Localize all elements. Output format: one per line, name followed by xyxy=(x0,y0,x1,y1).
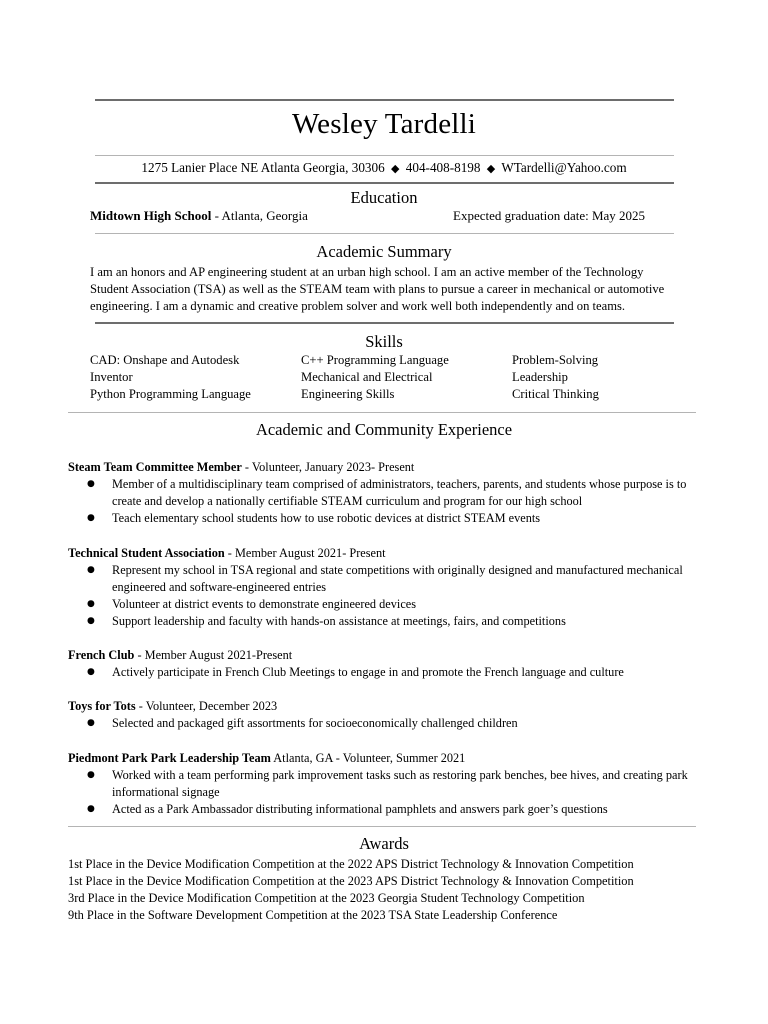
entry-bullets xyxy=(68,767,708,818)
top-divider xyxy=(95,99,674,101)
skill-item: Leadership xyxy=(512,370,568,384)
name-divider xyxy=(95,155,674,156)
experience-heading: Academic and Community Experience xyxy=(255,420,513,439)
entry-bullets xyxy=(68,715,708,732)
entry-detail: - Volunteer, January 2023- Present xyxy=(241,460,415,474)
education-divider xyxy=(95,233,674,234)
skills-column xyxy=(301,352,449,403)
bullet-icon: ● xyxy=(87,599,95,609)
experience-entry xyxy=(68,459,708,527)
summary-text: I am an honors and AP engineering student at an urban high school. I am an active member of the Technology Student Association (TSA) as well as the STEAM team with plans to pursue a career in mechanical or automotive engineering. I am a dynamic and creative problem solver and work well both independently and on teams. xyxy=(90,265,665,313)
candidate-name: Wesley Tardelli xyxy=(291,108,477,140)
bullet-item: ● Actively participate in French Club Meetings to engage in and promote the French language and culture xyxy=(87,665,624,679)
skill-item: Problem-Solving xyxy=(512,353,599,367)
skills-divider xyxy=(68,412,696,413)
school-location: - Atlanta, Georgia xyxy=(211,208,308,223)
bullet-item: ● Worked with a team performing park improvement tasks such as restoring park benches, bee hives, and creating park informational signage xyxy=(87,768,688,799)
skills-column xyxy=(512,352,599,403)
phone: 404-408-8198 xyxy=(405,160,481,175)
entry-bullets xyxy=(68,476,708,527)
diamond-icon: ◆ xyxy=(486,162,496,175)
email: WTardelli@Yahoo.com xyxy=(501,160,627,175)
entry-title-line xyxy=(68,698,708,715)
bullet-item: ● Volunteer at district events to demonstrate engineered devices xyxy=(87,597,417,611)
entry-detail: - Member August 2021-Present xyxy=(134,648,293,662)
skill-item: Python Programming Language xyxy=(90,387,251,401)
skill-item: Critical Thinking xyxy=(512,387,599,401)
bullet-item: ● Teach elementary school students how to use robotic devices at district STEAM events xyxy=(87,511,541,525)
summary-divider xyxy=(95,322,674,324)
education-row xyxy=(90,208,650,224)
entry-detail: - Volunteer, December 2023 xyxy=(135,699,278,713)
award-item: 9th Place in the Software Development Competition at the 2023 TSA State Leadership Conference xyxy=(68,908,558,922)
award-item: 3rd Place in the Device Modification Competition at the 2023 Georgia Student Technology Competition xyxy=(68,891,585,905)
contact-line xyxy=(0,160,768,176)
bullet-item: ● Represent my school in TSA regional and state competitions with originally designed and manufactured mechanical engineered and software-engineered entries xyxy=(87,563,683,594)
bullet-icon: ● xyxy=(87,616,95,626)
entry-detail: - Member August 2021- Present xyxy=(224,546,386,560)
skill-item: CAD: Onshape and Autodesk xyxy=(90,353,240,367)
entry-title: French Club xyxy=(68,648,135,662)
graduation-date: Expected graduation date: May 2025 xyxy=(453,208,646,223)
experience-entry xyxy=(68,545,708,630)
skill-item: Mechanical and Electrical xyxy=(301,370,433,384)
skills-column xyxy=(90,352,251,403)
contact-divider xyxy=(95,182,674,184)
bullet-item: ● Selected and packaged gift assortments for socioeconomically challenged children xyxy=(87,716,518,730)
entry-bullets xyxy=(68,664,708,681)
bullet-icon: ● xyxy=(87,804,95,814)
diamond-icon: ◆ xyxy=(391,162,400,175)
entry-bullets xyxy=(68,562,708,630)
experience-entry xyxy=(68,750,708,818)
bullet-icon: ● xyxy=(87,770,95,780)
entry-title-line xyxy=(68,545,708,562)
summary-heading: Academic Summary xyxy=(316,242,452,261)
entry-title-line xyxy=(68,647,708,664)
awards-list xyxy=(68,856,634,924)
skill-item: Inventor xyxy=(90,370,133,384)
school-name: Midtown High School xyxy=(90,208,212,223)
education-heading: Education xyxy=(350,188,418,207)
bullet-item: ● Support leadership and faculty with hands-on assistance at meetings, fairs, and competitions xyxy=(87,614,566,628)
experience-entry xyxy=(68,647,708,681)
entry-title-line xyxy=(68,750,708,767)
skill-item: Engineering Skills xyxy=(301,387,395,401)
bullet-item: ● Member of a multidisciplinary team comprised of administrators, teachers, parents, and students whose purpose is to create and develop a nationally certifiable STEAM curriculum and program for our high school xyxy=(87,477,687,508)
entry-title: Piedmont Park Park Leadership Team xyxy=(68,751,271,765)
bullet-icon: ● xyxy=(87,718,95,728)
skill-item: C++ Programming Language xyxy=(301,353,449,367)
award-item: 1st Place in the Device Modification Competition at the 2022 APS District Technology & Innovation Competition xyxy=(68,857,634,871)
bullet-icon: ● xyxy=(87,479,95,489)
bullet-icon: ● xyxy=(87,513,95,523)
awards-heading: Awards xyxy=(359,834,409,853)
entry-title-line xyxy=(68,459,708,476)
bullet-item: ● Acted as a Park Ambassador distributing informational pamphlets and answers park goer’s questions xyxy=(87,802,608,816)
entry-title: Technical Student Association xyxy=(68,546,225,560)
entry-detail: Atlanta, GA - Volunteer, Summer 2021 xyxy=(270,751,466,765)
entry-title: Toys for Tots xyxy=(68,699,136,713)
entry-title: Steam Team Committee Member xyxy=(68,460,242,474)
award-item: 1st Place in the Device Modification Competition at the 2023 APS District Technology & Innovation Competition xyxy=(68,874,634,888)
skills-heading: Skills xyxy=(365,332,403,351)
bullet-icon: ● xyxy=(87,565,95,575)
address: 1275 Lanier Place NE Atlanta Georgia, 30306 xyxy=(141,160,385,175)
experience-entry xyxy=(68,698,708,732)
experience-divider xyxy=(68,826,696,827)
bullet-icon: ● xyxy=(87,667,95,677)
